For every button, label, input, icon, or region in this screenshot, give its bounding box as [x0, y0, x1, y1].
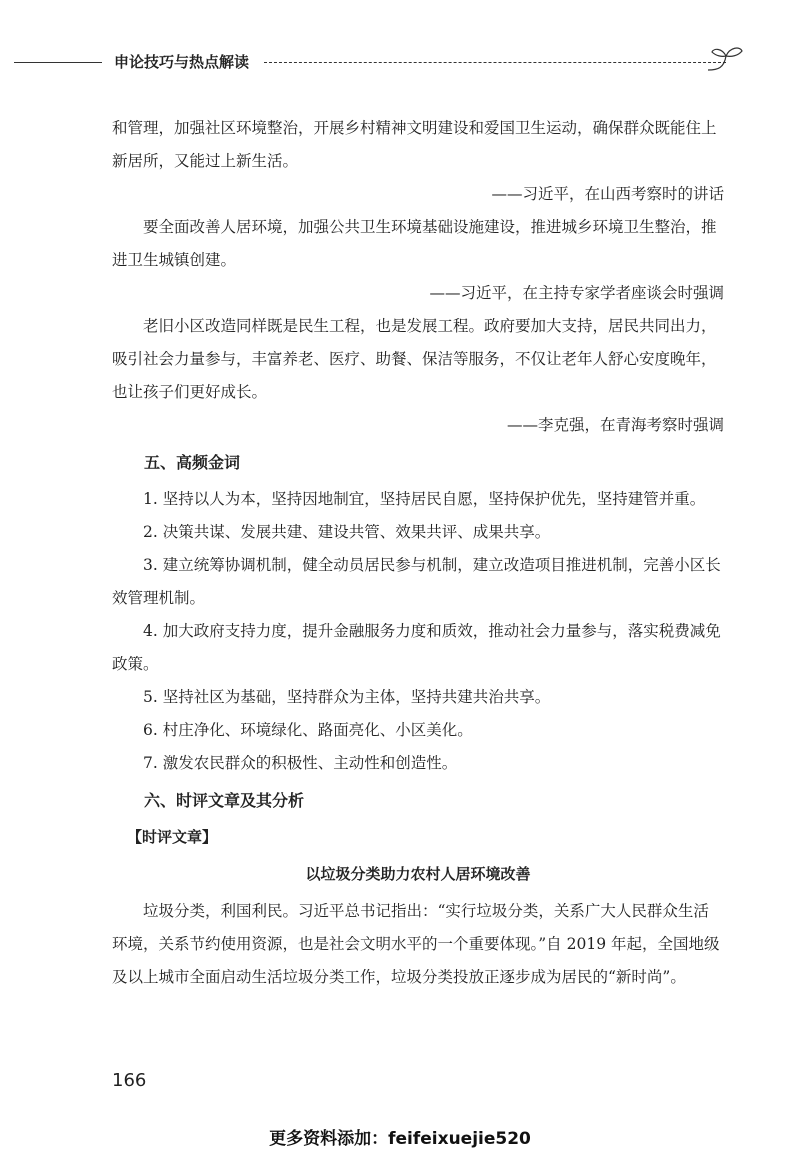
body-paragraph: 老旧小区改造同样既是民生工程，也是发展工程。政府要加大支持，居民共同出力，吸引社会力量参与，丰富养老、医疗、助餐、保洁等服务，不仅让老年人舒心安度晚年，也让孩子们更好成长。	[112, 317, 717, 401]
section-heading: 五、高频金词	[144, 453, 241, 472]
list-item: 4. 加大政府支持力度，提升金融服务力度和质效，推动社会力量参与，落实税费减免政策。	[112, 622, 721, 673]
header-title: 申论技巧与热点解读	[114, 53, 250, 71]
quote-source: ——习近平，在主持专家学者座谈会时强调	[429, 284, 724, 302]
body-paragraph: 要全面改善人居环境，加强公共卫生环境基础设施建设，推进城乡环境卫生整治，推进卫生城镇创建。	[112, 218, 717, 269]
list-item: 5. 坚持社区为基础，坚持群众为主体，坚持共建共治共享。	[143, 688, 551, 706]
list-item: 2. 决策共谋、发展共建、建设共管、效果共评、成果共享。	[143, 523, 551, 541]
running-header	[14, 50, 754, 74]
article-title: 以垃圾分类助力农村人居环境改善	[305, 865, 531, 883]
quote-source: ——李克强，在青海考察时强调	[506, 416, 724, 434]
page-content	[112, 112, 724, 994]
section-heading: 六、时评文章及其分析	[144, 791, 305, 810]
body-paragraph: 和管理，加强社区环境整治，开展乡村精神文明建设和爱国卫生运动，确保群众既能住上新居所，又能过上新生活。	[112, 119, 717, 170]
list-item: 6. 村庄净化、环境绿化、路面亮化、小区美化。	[143, 721, 473, 739]
sprout-icon	[704, 42, 748, 72]
list-item: 7. 激发农民群众的积极性、主动性和创造性。	[143, 754, 458, 772]
quote-source: ——习近平，在山西考察时的讲话	[491, 185, 724, 203]
list-item: 3. 建立统筹协调机制，健全动员居民参与机制，建立改造项目推进机制，完善小区长效管理机制。	[112, 556, 721, 607]
article-label: 【时评文章】	[127, 828, 218, 846]
page-number: 166	[112, 1070, 147, 1091]
body-paragraph: 垃圾分类，利国利民。习近平总书记指出：“实行垃圾分类，关系广大人民群众生活环境，关系节约使用资源，也是社会文明水平的一个重要体现。”自 2019 年起，全国地级及以上城市全面启动生活垃圾分类工作，垃圾分类投放正逐步成为居民的“新时尚”。	[112, 902, 720, 986]
list-item: 1. 坚持以人为本，坚持因地制宜，坚持居民自愿，坚持保护优先，坚持建管并重。	[143, 490, 706, 508]
header-rule-right	[264, 62, 726, 63]
header-rule-left	[14, 62, 102, 63]
footer-note: 更多资料添加：feifeixuejie520	[269, 1129, 531, 1149]
